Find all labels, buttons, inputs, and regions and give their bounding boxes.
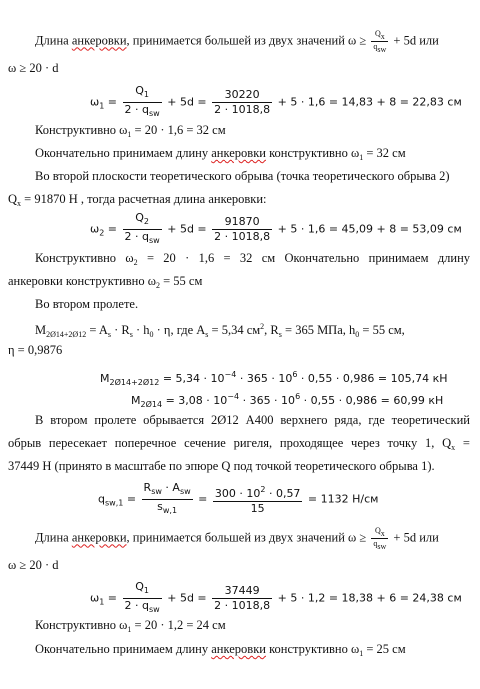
ok1-d: = 32 см <box>363 146 406 160</box>
eq4-mid: + 5d = <box>163 591 211 605</box>
kon2-e: принимаем <box>368 251 429 265</box>
mom-d: · h <box>132 323 150 337</box>
p3-l1: В втором пролете обрывается 2Ø12 А400 верхнего ряда, где теоретический <box>35 413 470 427</box>
p4-frac-num-sub: x <box>380 529 385 538</box>
eq4-eq: = <box>104 591 121 605</box>
kon2-d: Окончательно <box>284 251 360 265</box>
eq3-rest: = 1132 Н/см <box>304 492 379 506</box>
moment-formula-line2 <box>8 342 480 358</box>
eq3-frac1 <box>142 481 193 518</box>
eq1-lhs: ω <box>90 95 100 109</box>
eq2-frac2 <box>212 215 272 244</box>
kon2-f: длину <box>437 251 471 265</box>
spell-underlined-word: анкеровки <box>211 642 266 656</box>
kon1-sub: 1 <box>127 130 132 139</box>
p2-sub: x <box>17 199 22 208</box>
p1-frac-den: q <box>373 42 378 51</box>
equation-1 <box>90 84 480 121</box>
m2-d: · 0,55 · 0,986 = 60,99 кН <box>300 394 444 407</box>
eq1-f1d-sub: sw <box>149 109 160 118</box>
m2-c: · 365 · 10 <box>239 394 296 407</box>
p4-line1 <box>35 526 480 551</box>
eq2-f1d: 2 · q <box>124 230 150 243</box>
p1-frac-num-sub: x <box>380 32 385 41</box>
p1-text-c: , принимается большей из двух значений ω ≥ <box>126 33 370 48</box>
eq4-lhs: ω <box>90 591 100 605</box>
eq4-rest: + 5 · 1,2 = 18,38 + 6 = 24,38 см <box>274 591 462 605</box>
p1-line1 <box>35 29 480 54</box>
m1-c: · 365 · 10 <box>236 372 293 385</box>
p3-line2 <box>8 435 470 456</box>
vtor-text: Во втором пролете. <box>35 297 139 311</box>
eq2-f1n: Q <box>135 211 144 224</box>
eq1-lhs-sub: 1 <box>99 101 105 111</box>
eq3-f2n-b: · 0,57 <box>265 487 301 500</box>
eq2-mid: + 5d = <box>163 222 211 236</box>
eq2-f1n-sub: 2 <box>143 217 150 226</box>
p1-text-a: Длина <box>35 33 72 48</box>
p1-line2-text: ω ≥ 20 · d <box>8 61 59 75</box>
eq1-rest: + 5 · 1,6 = 14,83 + 8 = 22,83 см <box>274 95 462 109</box>
kon2-sub: 2 <box>133 258 138 267</box>
eq4-frac2 <box>212 584 272 613</box>
p1-frac-den-sub: sw <box>377 45 387 54</box>
eq3-f1n-b: · A <box>161 481 180 494</box>
mom-a-sub: 2Ø14+2Ø12 <box>46 330 87 339</box>
m2-a: M <box>131 394 141 407</box>
mom-g-sub: s <box>278 330 282 339</box>
mom-e-sub: s <box>205 330 209 339</box>
eq1-eq: = <box>104 95 121 109</box>
p4-frac-num: Q <box>374 526 381 535</box>
eq1-f1d: 2 · q <box>124 103 150 116</box>
kon2-b: ω <box>125 251 134 265</box>
ok3-c: конструктивно ω <box>265 642 360 656</box>
eq3-eq: = <box>123 492 140 506</box>
eq1-mid: + 5d = <box>163 95 211 109</box>
konstruktivno-1 <box>35 122 480 143</box>
mom-b: = A <box>86 323 108 337</box>
m1-d: · 0,55 · 0,986 = 105,74 кН <box>297 372 448 385</box>
mom-d-sub: 0 <box>149 330 154 339</box>
p1-text-d: + 5d или <box>390 33 439 48</box>
eq4-f2d: 2 · 1018,8 <box>214 599 271 612</box>
eq4-f1d-sub: sw <box>149 605 160 614</box>
ok3-sub: 1 <box>359 649 364 658</box>
eq1-f1n: Q <box>135 84 144 97</box>
eq1-f2d: 2 · 1018,8 <box>214 103 271 116</box>
p3-l2a: обрыв пересекает поперечное сечение ригеля, проходящее через точку 1, Q <box>8 436 452 450</box>
eq2-f2d: 2 · 1018,8 <box>214 230 271 243</box>
ok1-c: конструктивно ω <box>265 146 360 160</box>
kon2-c: = 20 · 1,6 = 32 см <box>137 251 276 265</box>
eq1-f2n: 30220 <box>212 88 272 103</box>
kon3-sub: 1 <box>127 625 132 634</box>
kon2-a: Конструктивно <box>35 251 117 265</box>
eq2-eq: = <box>104 222 121 236</box>
p2-line1 <box>35 168 480 184</box>
eq1-frac1 <box>123 84 162 121</box>
p3-line3 <box>8 458 480 474</box>
equation-4 <box>90 580 480 617</box>
m1-b-sup: −4 <box>224 370 237 379</box>
p4-d: + 5d или <box>390 530 439 545</box>
m2-a-sub: 2Ø14 <box>140 400 163 409</box>
p1-line2 <box>8 60 480 76</box>
ok3-d: = 25 см <box>363 642 406 656</box>
eq2-rest: + 5 · 1,6 = 45,09 + 8 = 53,09 см <box>274 222 462 236</box>
vtorom-prolete <box>35 296 480 312</box>
m2-b-sup: −4 <box>227 392 240 401</box>
ok1-a: Окончательно принимаем длину <box>35 146 212 160</box>
m1-a: M <box>100 372 110 385</box>
okonchatelno-1 <box>35 145 480 166</box>
equation-2 <box>90 211 480 248</box>
kon1-a: Конструктивно ω <box>35 123 128 137</box>
eq1-frac2 <box>212 88 272 117</box>
eq2-lhs: ω <box>90 222 100 236</box>
spell-underlined-word: анкеровки <box>211 146 266 160</box>
p2-a: Q <box>8 192 18 206</box>
eq3-f1n-sub2: sw <box>179 487 191 496</box>
eq3-f1d: s <box>157 500 163 513</box>
p2-b: = 91870 Н , тогда расчетная длина анкеровки: <box>21 192 267 206</box>
p3-l3: 37449 Н (принято в масштабе по эпюре Q под точкой теоретического обрыва 1). <box>8 459 435 473</box>
eq3-lhs: q <box>98 492 105 506</box>
p3-line1 <box>35 412 470 428</box>
mom-a: M <box>35 323 47 337</box>
eq2-f2n: 91870 <box>212 215 272 230</box>
konstruktivno-3 <box>35 617 480 638</box>
kon1-b: = 20 · 1,6 = 32 см <box>131 123 226 137</box>
mom-h: = 365 МПа, h <box>281 323 356 337</box>
p4-line2 <box>8 557 480 573</box>
m1-a-sub: 2Ø14+2Ø12 <box>109 378 160 387</box>
eq4-f1n-sub: 1 <box>143 586 150 595</box>
m1-b: = 5,34 · 10 <box>159 372 225 385</box>
mom-c-sub: s <box>129 330 133 339</box>
eq3-f1n: R <box>143 481 152 494</box>
p2-line2 <box>8 191 480 212</box>
konstruktivno-2-line2 <box>8 273 480 294</box>
moment-calc-1 <box>100 367 480 391</box>
eq4-f2n: 37449 <box>212 584 272 599</box>
m1-c-sup: 6 <box>292 370 298 379</box>
eq4-lhs-sub: 1 <box>99 597 105 607</box>
mom-c: · R <box>110 323 130 337</box>
eq4-f1d: 2 · q <box>124 599 150 612</box>
eq1-f1n-sub: 1 <box>143 90 150 99</box>
mom-f: = 5,34 см <box>208 323 261 337</box>
okonchatelno-3 <box>35 641 480 662</box>
eq3-f2n-sup: 2 <box>260 485 266 494</box>
kon2-line2sub: 2 <box>155 281 160 290</box>
mom-h-sub: 0 <box>355 330 360 339</box>
mom-e: · η, где A <box>153 323 206 337</box>
mom-i: = 55 см, <box>359 323 405 337</box>
eq3-lhs-sub: sw,1 <box>104 498 124 508</box>
moment-calc-2 <box>131 389 480 413</box>
eq4-frac1 <box>123 580 162 617</box>
eq2-lhs-sub: 2 <box>99 228 105 238</box>
eq3-f2n: 300 · 10 <box>214 487 261 500</box>
p4-c: , принимается большей из двух значений ω ≥ <box>126 530 370 545</box>
mom-f-sup: 2 <box>260 322 265 331</box>
p4-a: Длина <box>35 530 72 545</box>
mom-b-sub: s <box>107 330 111 339</box>
eq3-f1d-sub: w,1 <box>162 506 178 515</box>
mom-line2: η = 0,9876 <box>8 343 63 357</box>
moment-formula-line1 <box>35 319 480 343</box>
spell-underlined-word: анкеровки <box>71 530 127 545</box>
p3-l2sub: x <box>451 443 456 452</box>
p4-fraction <box>371 526 388 551</box>
p4-frac-den: q <box>373 539 378 548</box>
ok3-a: Окончательно принимаем длину <box>35 642 212 656</box>
mom-g: , R <box>264 323 279 337</box>
m2-b: = 3,08 · 10 <box>162 394 228 407</box>
p1-fraction <box>371 29 388 54</box>
eq3-eq2: = <box>194 492 211 506</box>
p2-line1-text: Во второй плоскости теоретического обрыва (точка теоретического обрыва 2) <box>35 169 450 183</box>
p1-frac-num: Q <box>374 29 381 38</box>
kon2-line2b: = 55 см <box>159 274 203 288</box>
p4-line2-text: ω ≥ 20 · d <box>8 558 59 572</box>
ok1-sub: 1 <box>359 153 364 162</box>
eq2-f1d-sub: sw <box>149 236 160 245</box>
equation-3 <box>98 481 480 518</box>
eq3-f2d: 15 <box>250 502 265 515</box>
konstruktivno-2-line1 <box>35 250 470 271</box>
p4-frac-den-sub: sw <box>377 542 387 551</box>
spell-underlined-word: анкеровки <box>71 33 127 48</box>
eq3-frac2 <box>213 483 303 516</box>
m2-c-sup: 6 <box>295 392 301 401</box>
kon3-a: Конструктивно ω <box>35 618 128 632</box>
kon2-line2a: анкеровки конструктивно ω <box>8 274 156 288</box>
eq2-frac1 <box>123 211 162 248</box>
kon3-b: = 20 · 1,2 = 24 см <box>131 618 226 632</box>
p3-l2b: = <box>455 436 470 450</box>
eq3-f1n-sub: sw <box>151 487 162 496</box>
eq4-f1n: Q <box>135 580 144 593</box>
